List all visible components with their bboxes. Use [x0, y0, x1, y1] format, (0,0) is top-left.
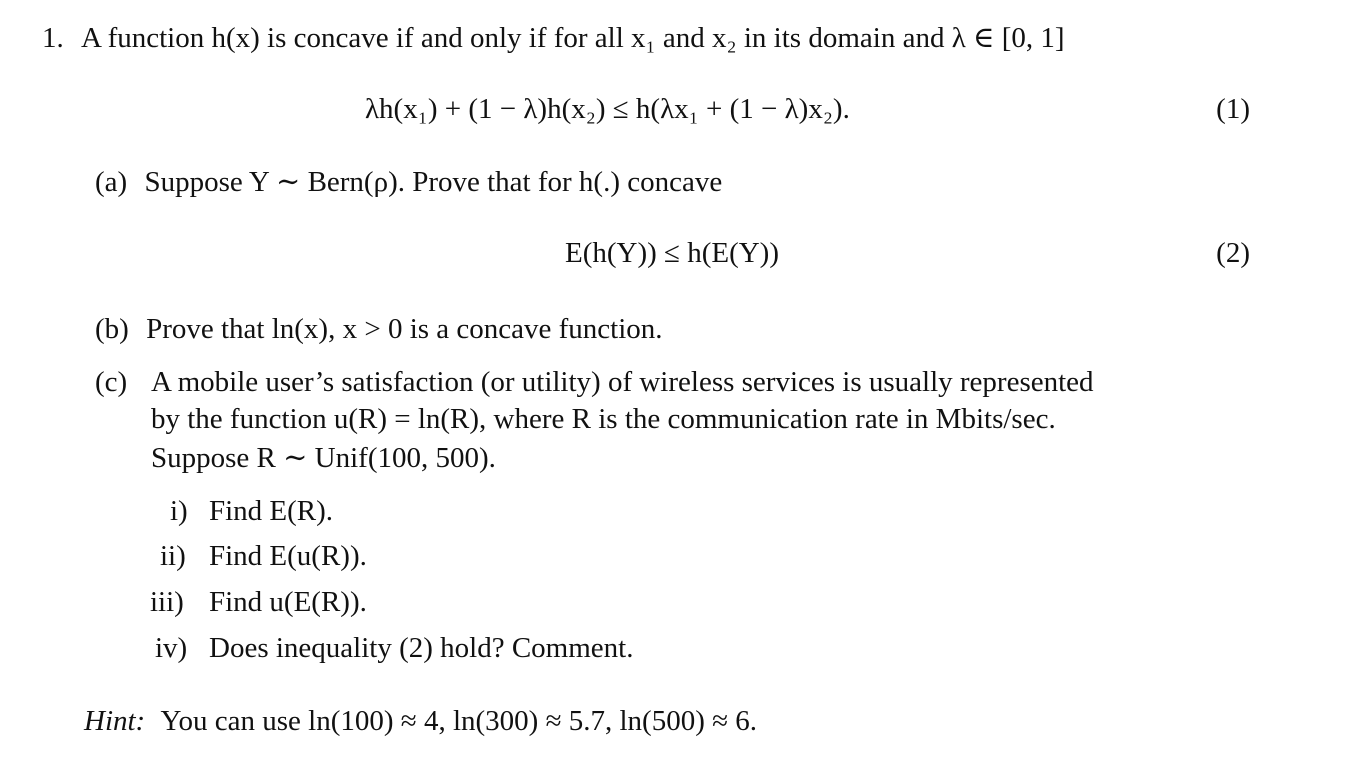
- part-b-text: [95, 315, 663, 344]
- part-c-line: by the function u(R) = ln(R), where R is the communication rate in Mbits/sec.: [151, 403, 1056, 435]
- part-a-label: (a): [95, 166, 128, 198]
- part-c-line: A mobile user’s satisfaction (or utility) of wireless services is usually represented: [151, 366, 1094, 398]
- part-a-text: [95, 168, 722, 197]
- part-c-label: (c): [95, 366, 128, 398]
- part-b-label: (b): [95, 313, 129, 345]
- equation-1-number: (1): [1216, 93, 1250, 125]
- subpart-label: iv): [155, 632, 188, 664]
- subpart-text: Find u(E(R)).: [209, 586, 367, 618]
- subpart-label: i): [170, 495, 188, 527]
- equation-2-number: (2): [1216, 237, 1250, 269]
- subpart-label: ii): [160, 540, 186, 572]
- subpart-text: Does inequality (2) hold? Comment.: [209, 632, 634, 664]
- subpart-text: Find E(R).: [209, 495, 334, 527]
- problem-heading: [42, 24, 1065, 53]
- equation-1: λh(x₁) + (1 − λ)h(x₂) ≤ h(λx₁ + (1 − λ)x₂).: [365, 93, 850, 125]
- hint: [84, 707, 757, 736]
- part-a-statement: Suppose Y ∼ Bern(ρ). Prove that for h(.) concave: [144, 166, 723, 198]
- problem-intro: A function h(x) is concave if and only if for all x₁ and x₂ in its domain and λ ∈ [0, 1]: [81, 22, 1065, 54]
- hint-text: You can use ln(100) ≈ 4, ln(300) ≈ 5.7, ln(500) ≈ 6.: [160, 705, 758, 737]
- hint-label: Hint:: [84, 705, 146, 737]
- part-c-line: Suppose R ∼ Unif(100, 500).: [151, 442, 496, 474]
- part-b-statement: Prove that ln(x), x > 0 is a concave function.: [146, 313, 663, 345]
- equation-2: E(h(Y)) ≤ h(E(Y)): [565, 237, 779, 269]
- subpart-label: iii): [150, 586, 184, 618]
- subpart-text: Find E(u(R)).: [209, 540, 367, 572]
- problem-number: 1.: [42, 22, 64, 54]
